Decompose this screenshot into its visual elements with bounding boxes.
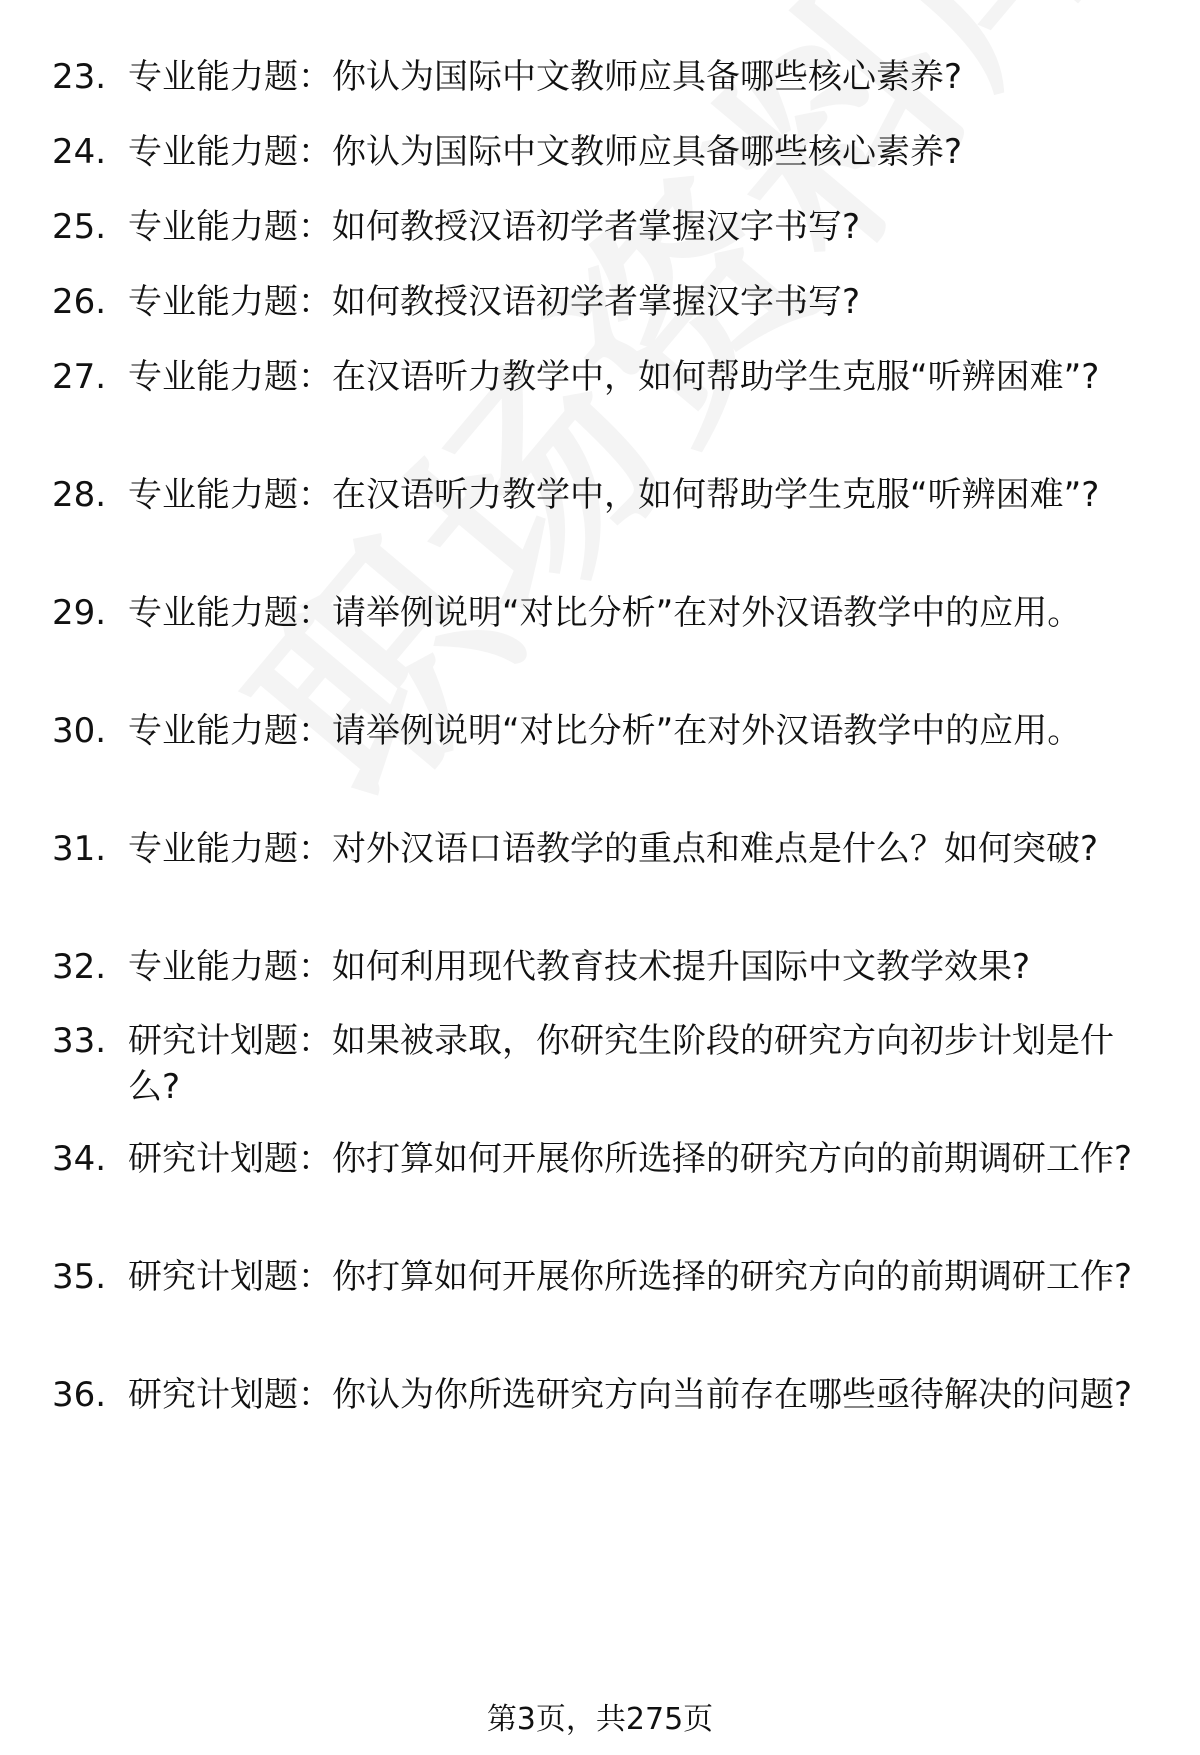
item-number: 27. bbox=[52, 357, 107, 397]
list-item bbox=[52, 472, 1152, 518]
item-number: 31. bbox=[52, 829, 107, 869]
list-item bbox=[52, 1136, 1152, 1182]
item-text: 研究计划题：你打算如何开展你所选择的研究方向的前期调研工作? bbox=[128, 1139, 1133, 1179]
item-number: 33. bbox=[52, 1021, 107, 1061]
item-text: 专业能力题：如何利用现代教育技术提升国际中文教学效果? bbox=[128, 947, 1031, 987]
list-item bbox=[52, 129, 1152, 175]
page-indicator: 第3页，共275页 bbox=[486, 1702, 714, 1737]
item-number: 36. bbox=[52, 1375, 107, 1415]
item-text: 研究计划题：你认为你所选研究方向当前存在哪些亟待解决的问题? bbox=[128, 1375, 1133, 1415]
item-text: 专业能力题：你认为国际中文教师应具备哪些核心素养? bbox=[128, 57, 963, 97]
item-number: 23. bbox=[52, 57, 107, 97]
list-item bbox=[52, 204, 1152, 250]
item-number: 24. bbox=[52, 132, 107, 172]
list-item bbox=[52, 1254, 1152, 1300]
item-text: 专业能力题：请举例说明“对比分析”在对外汉语教学中的应用。 bbox=[128, 711, 1082, 751]
item-number: 28. bbox=[52, 475, 107, 515]
item-number: 25. bbox=[52, 207, 107, 247]
list-item bbox=[52, 826, 1152, 872]
item-number: 34. bbox=[52, 1139, 107, 1179]
list-item bbox=[52, 1372, 1152, 1418]
list-item bbox=[52, 354, 1152, 400]
list-item bbox=[52, 1018, 1152, 1110]
item-text: 专业能力题：在汉语听力教学中，如何帮助学生克服“听辨困难”? bbox=[128, 357, 1100, 397]
item-text: 研究计划题：你打算如何开展你所选择的研究方向的前期调研工作? bbox=[128, 1257, 1133, 1297]
item-text: 专业能力题：请举例说明“对比分析”在对外汉语教学中的应用。 bbox=[128, 593, 1082, 633]
item-number: 32. bbox=[52, 947, 107, 987]
list-item bbox=[52, 590, 1152, 636]
list-item bbox=[52, 708, 1152, 754]
item-number: 26. bbox=[52, 282, 107, 322]
list-item bbox=[52, 944, 1152, 990]
item-text: 专业能力题：如何教授汉语初学者掌握汉字书写? bbox=[128, 207, 861, 247]
item-text: 专业能力题：在汉语听力教学中，如何帮助学生克服“听辨困难”? bbox=[128, 475, 1100, 515]
item-text: 专业能力题：你认为国际中文教师应具备哪些核心素养? bbox=[128, 132, 963, 172]
item-text: 专业能力题：如何教授汉语初学者掌握汉字书写? bbox=[128, 282, 861, 322]
item-number: 29. bbox=[52, 593, 107, 633]
list-item bbox=[52, 279, 1152, 325]
item-number: 35. bbox=[52, 1257, 107, 1297]
item-text: 研究计划题：如果被录取，你研究生阶段的研究方向初步计划是什么? bbox=[128, 1021, 1114, 1107]
item-text: 专业能力题：对外汉语口语教学的重点和难点是什么？如何突破? bbox=[128, 829, 1099, 869]
item-number: 30. bbox=[52, 711, 107, 751]
list-item bbox=[52, 54, 1152, 100]
